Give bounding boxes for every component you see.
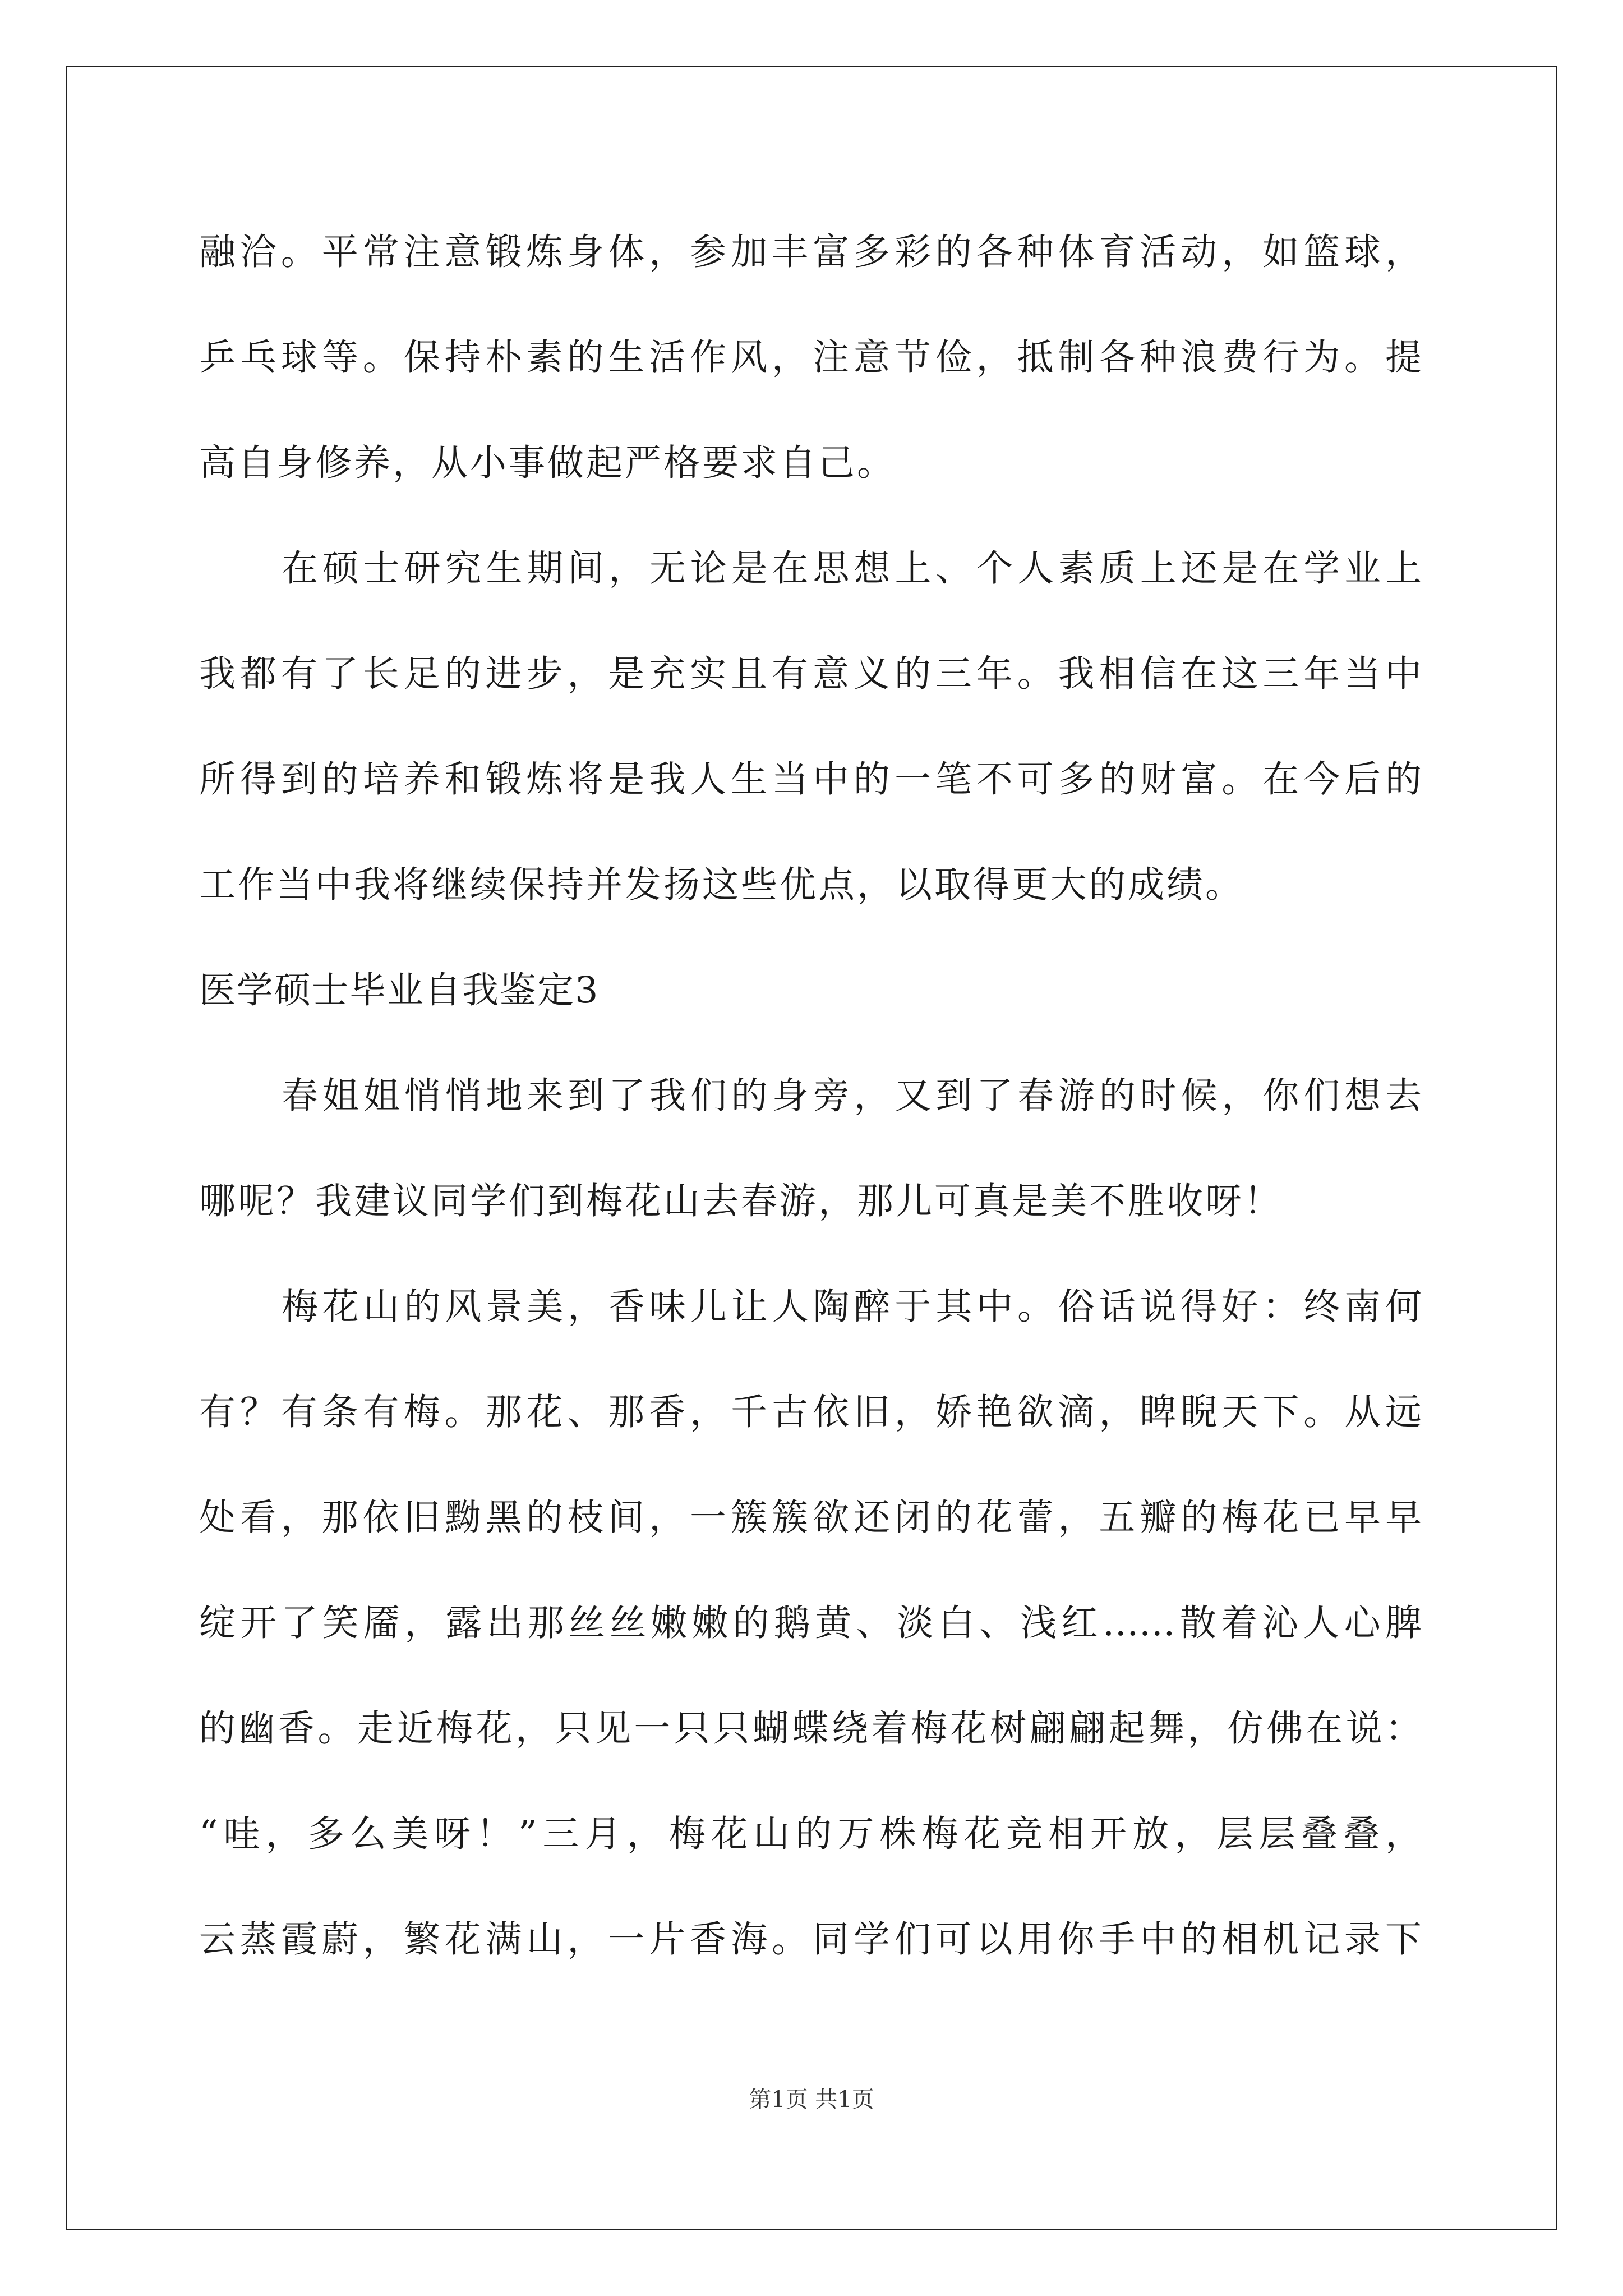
section-heading: 医学硕士毕业自我鉴定3 — [199, 969, 600, 1011]
paragraph-line: 高自身修养，从小事做起严格要求自己。 — [199, 442, 896, 484]
paragraph-line: 有？有条有梅。那花、那香，千古依旧，娇艳欲滴，睥睨天下。从远 — [199, 1391, 1422, 1433]
paragraph-line: 春姐姐悄悄地来到了我们的身旁，又到了春游的时候，你们想去 — [282, 1075, 1422, 1117]
page-border — [66, 66, 1557, 2230]
paragraph-line: 工作当中我将继续保持并发扬这些优点，以取得更大的成绩。 — [199, 864, 1244, 906]
paragraph-line: 融洽。平常注意锻炼身体，参加丰富多彩的各种体育活动，如篮球， — [199, 231, 1422, 273]
page-footer: 第1页 共1页 — [749, 2087, 874, 2113]
paragraph-line: 梅花山的风景美，香味儿让人陶醉于其中。俗话说得好：终南何 — [282, 1286, 1422, 1328]
paragraph-line: 绽开了笑靥，露出那丝丝嫩嫩的鹅黄、淡白、浅红……散着沁人心脾 — [199, 1602, 1422, 1644]
paragraph-line: 乒乓球等。保持朴素的生活作风，注意节俭，抵制各种浪费行为。提 — [199, 337, 1422, 379]
paragraph-line: 我都有了长足的进步，是充实且有意义的三年。我相信在这三年当中 — [199, 653, 1422, 695]
paragraph-line: 所得到的培养和锻炼将是我人生当中的一笔不可多的财富。在今后的 — [199, 758, 1422, 800]
paragraph-line: 云蒸霞蔚，繁花满山，一片香海。同学们可以用你手中的相机记录下 — [199, 1918, 1422, 1961]
paragraph-line: “哇，多么美呀！”三月，梅花山的万株梅花竞相开放，层层叠叠， — [199, 1813, 1422, 1855]
paragraph-line: 的幽香。走近梅花，只见一只只蝴蝶绕着梅花树翩翩起舞，仿佛在说： — [199, 1708, 1422, 1750]
paragraph-line: 在硕士研究生期间，无论是在思想上、个人素质上还是在学业上 — [282, 547, 1422, 590]
paragraph-line: 处看，那依旧黝黑的枝间，一簇簇欲还闭的花蕾，五瓣的梅花已早早 — [199, 1497, 1422, 1539]
paragraph-line: 哪呢？我建议同学们到梅花山去春游，那儿可真是美不胜收呀！ — [199, 1180, 1283, 1222]
